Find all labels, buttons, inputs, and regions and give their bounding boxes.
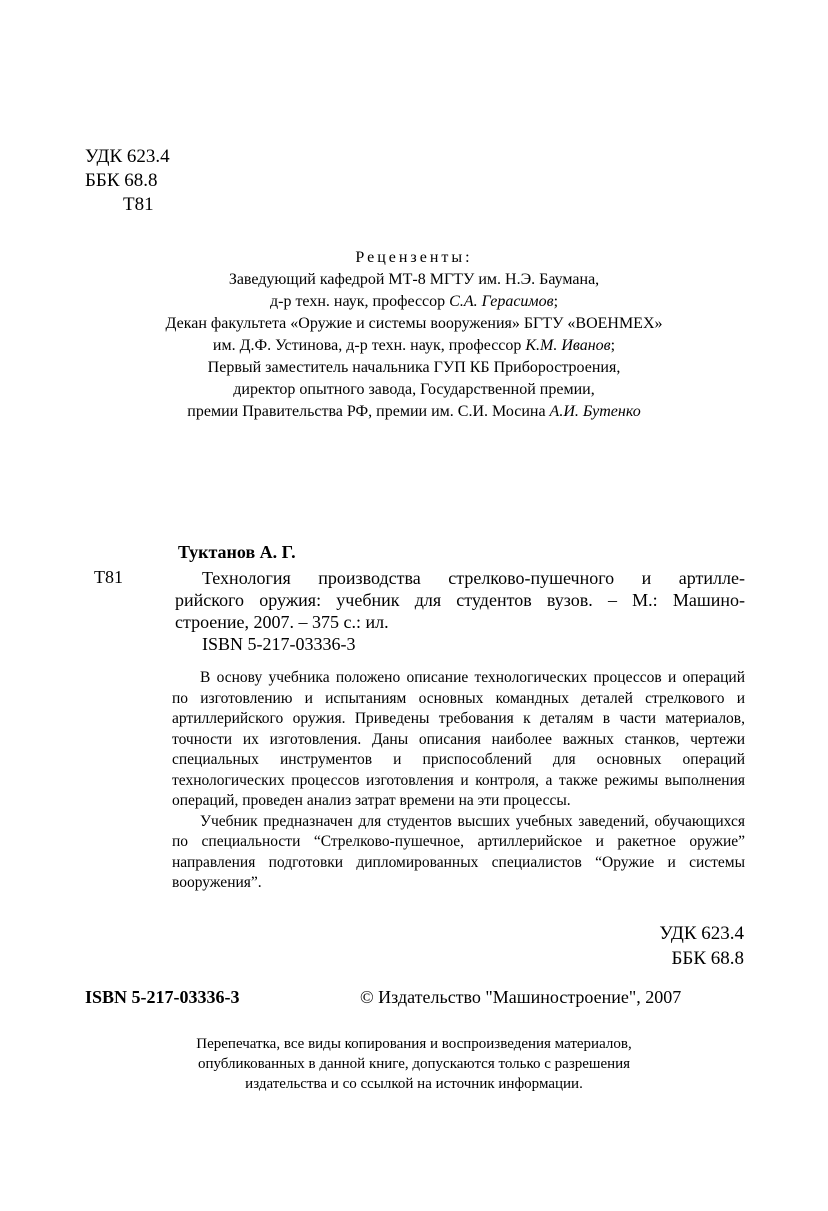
- bibliographic-code: Т81: [94, 567, 123, 587]
- classification-codes-top: [85, 145, 170, 217]
- reviewer-line: [60, 291, 768, 313]
- bbk-code: ББК 68.8: [85, 170, 158, 191]
- udk-code: УДК 623.4: [85, 146, 170, 167]
- notice-line: Перепечатка, все виды копирования и воспроизведения материалов,: [196, 1036, 632, 1052]
- notice-line: опубликованных в данной книге, допускаются только с разрешения: [197, 1056, 631, 1072]
- punctuation: ;: [553, 293, 559, 310]
- abstract-paragraph: В основу учебника положено описание технологических процессов и операций по изготовлению и испытаниям основных командных деталей стрелкового и артиллерийского оружия. Приведены требования к деталям в части материалов, точности их изготовления. Даны описания наиболее важных станков, чертежи специальных инструментов и приспособлений для основных операций технологических процессов изготовления и контроля, а также режимы выполнения операций, проведен анализ затрат времени на эти процессы.: [172, 669, 745, 809]
- title-line: рийского оружия: учебник для студентов вузов. – М.: Машино-: [175, 590, 745, 610]
- reviewers-heading: Рецензенты:: [355, 249, 473, 266]
- reviewers-block: [60, 247, 768, 423]
- abstract: [172, 668, 745, 894]
- reviewer-name: К.М. Иванов: [525, 337, 611, 354]
- copyright-notice: © Издательство "Машиностроение", 2007: [360, 987, 682, 1007]
- notice-line: издательства и со ссылкой на источник информации.: [245, 1076, 583, 1092]
- reviewer-line: Первый заместитель начальника ГУП КБ Приборостроения,: [207, 359, 621, 376]
- reviewer-line: [60, 401, 768, 423]
- reprint-notice: [130, 1034, 698, 1094]
- abstract-paragraph: Учебник предназначен для студентов высших учебных заведений, обучающихся по специальности “Стрелково-пушечное, артиллерийское и ракетное оружие” направления подготовки дипломированных специалистов “Оружие и системы вооружения”.: [172, 812, 745, 891]
- reviewer-line: директор опытного завода, Государственной премии,: [233, 381, 595, 398]
- reviewer-line: Заведующий кафедрой МТ-8 МГТУ им. Н.Э. Баумана,: [228, 271, 600, 288]
- reviewer-line: Декан факультета «Оружие и системы вооружения» БГТУ «ВОЕНМЕХ»: [165, 315, 663, 332]
- punctuation: ;: [610, 337, 616, 354]
- title-line: Технология производства стрелково-пушечного и артилле-: [202, 568, 745, 588]
- reviewer-name: С.А. Герасимов: [449, 293, 554, 310]
- title-line: строение, 2007. – 375 с.: ил.: [175, 612, 389, 632]
- reviewer-line: [60, 335, 768, 357]
- isbn-number: ISBN 5-217-03336-3: [85, 987, 240, 1007]
- reviewer-title: д-р техн. наук, профессор: [269, 293, 450, 310]
- reviewer-title: им. Д.Ф. Устинова, д-р техн. наук, профессор: [212, 337, 526, 354]
- bbk-code: ББК 68.8: [671, 948, 744, 969]
- classification-codes-bottom: [659, 921, 744, 971]
- udk-code: УДК 623.4: [659, 923, 744, 944]
- bibliographic-description: [175, 567, 745, 655]
- reviewer-title: премии Правительства РФ, премии им. С.И. Мосина: [187, 403, 550, 420]
- author-name: Туктанов А. Г.: [178, 542, 296, 562]
- reviewer-name: А.И. Бутенко: [549, 403, 641, 420]
- author-mark: Т81: [123, 194, 154, 215]
- isbn-entry: ISBN 5-217-03336-3: [202, 634, 356, 654]
